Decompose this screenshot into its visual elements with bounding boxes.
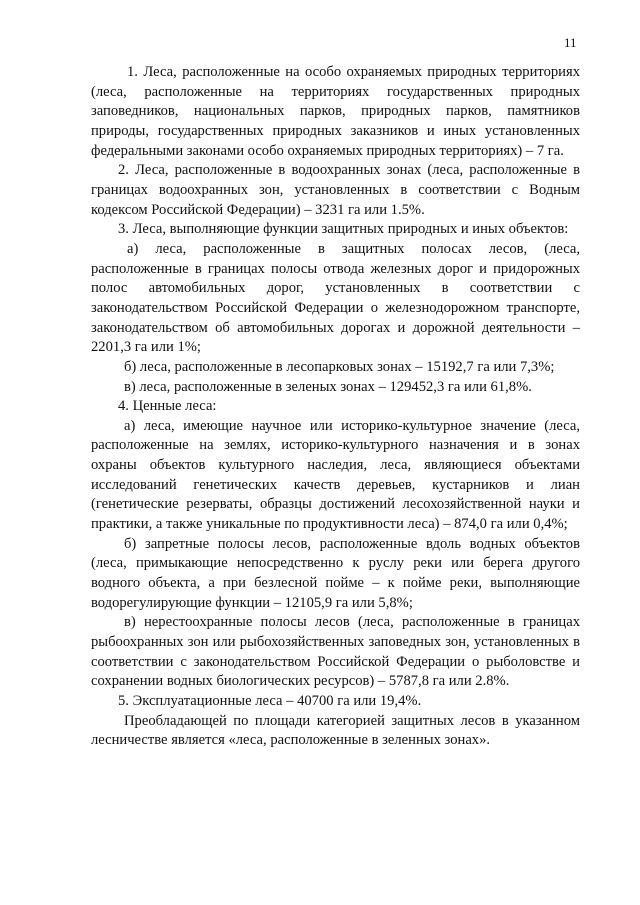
paragraph-forest-park-zones: б) леса, расположенные в лесопарковых зонах – 15192,7 га или 7,3%; [124,358,555,375]
paragraph-green-zones: в) леса, расположенные в зеленых зонах – 129452,3 га или 61,8%. [124,378,532,395]
paragraph-water-strips: б) запретные полосы лесов, расположенные вдоль водных объектов (леса, примыкающие непосредственно к руслу реки или берега другого водного объекта, а при безлесной пойме – к пойме реки, выполняющие водорегулирующие функции – 12105,9 га или 5,8%; [91,535,580,611]
paragraph-conclusion: Преобладающей по площади категорией защитных лесов в указанном лесничестве является «леса, расположенные в зеленных зонах». [91,712,580,749]
paragraph-valuable-forests: 4. Ценные леса: [118,398,217,415]
paragraph-water-protection-zones: 2. Леса, расположенные в водоохранных зонах (леса, расположенные в границах водоохранных зон, установленных в соответствии с Водным кодексом Российской Федерации) – 3231 га или 1.5%. [91,162,580,218]
paragraph-protective-functions: 3. Леса, выполняющие функции защитных природных и иных объектов: [118,221,569,238]
paragraph-exploitation-forests: 5. Эксплуатационные леса – 40700 га или 19,4%. [118,693,422,709]
paragraph-spawning-strips: в) нерестоохранные полосы лесов (леса, расположенные в границах рыбоохранных зон или рыбохозяйственных заповедных зон, установленных в соответствии с законодательством Российской Федерации о рыболовстве и сохранении водных биологических ресурсов) – 5787,8 га или 2.8%. [91,614,580,690]
document-body [91,63,580,751]
page-number: 11 [564,35,577,50]
paragraph-protective-strips: а) леса, расположенные в защитных полосах лесов, (леса, расположенные в границах полосы отвода железных дорог и придорожных полос автомобильных дорог, установленных в соответствии с законодательством Российской Федерации о железнодорожном транспорте, законодательством об автомобильных дорогах и дорожной деятельности – 2201,3 га или 1%; [91,240,580,356]
paragraph-protected-territories: 1. Леса, расположенные на особо охраняемых природных территориях (леса, расположенные на территориях государственных природных заповедников, национальных парков, природных парков, памятников природы, государственных природных заказников и иных установленных федеральными законами особо охраняемых природных территориях) – 7 га. [91,64,580,159]
paragraph-scientific-cultural: а) леса, имеющие научное или историко-культурное значение (леса, расположенные на землях, историко-культурного назначения и в зонах охраны объектов культурного наследия, леса, являющиеся объектами исследований генетических качеств деревьев, кустарников и лиан (генетические резерваты, образцы достижений лесохозяйственной науки и практики, а также уникальные по продуктивности леса) – 874,0 га или 0,4%; [91,417,580,533]
